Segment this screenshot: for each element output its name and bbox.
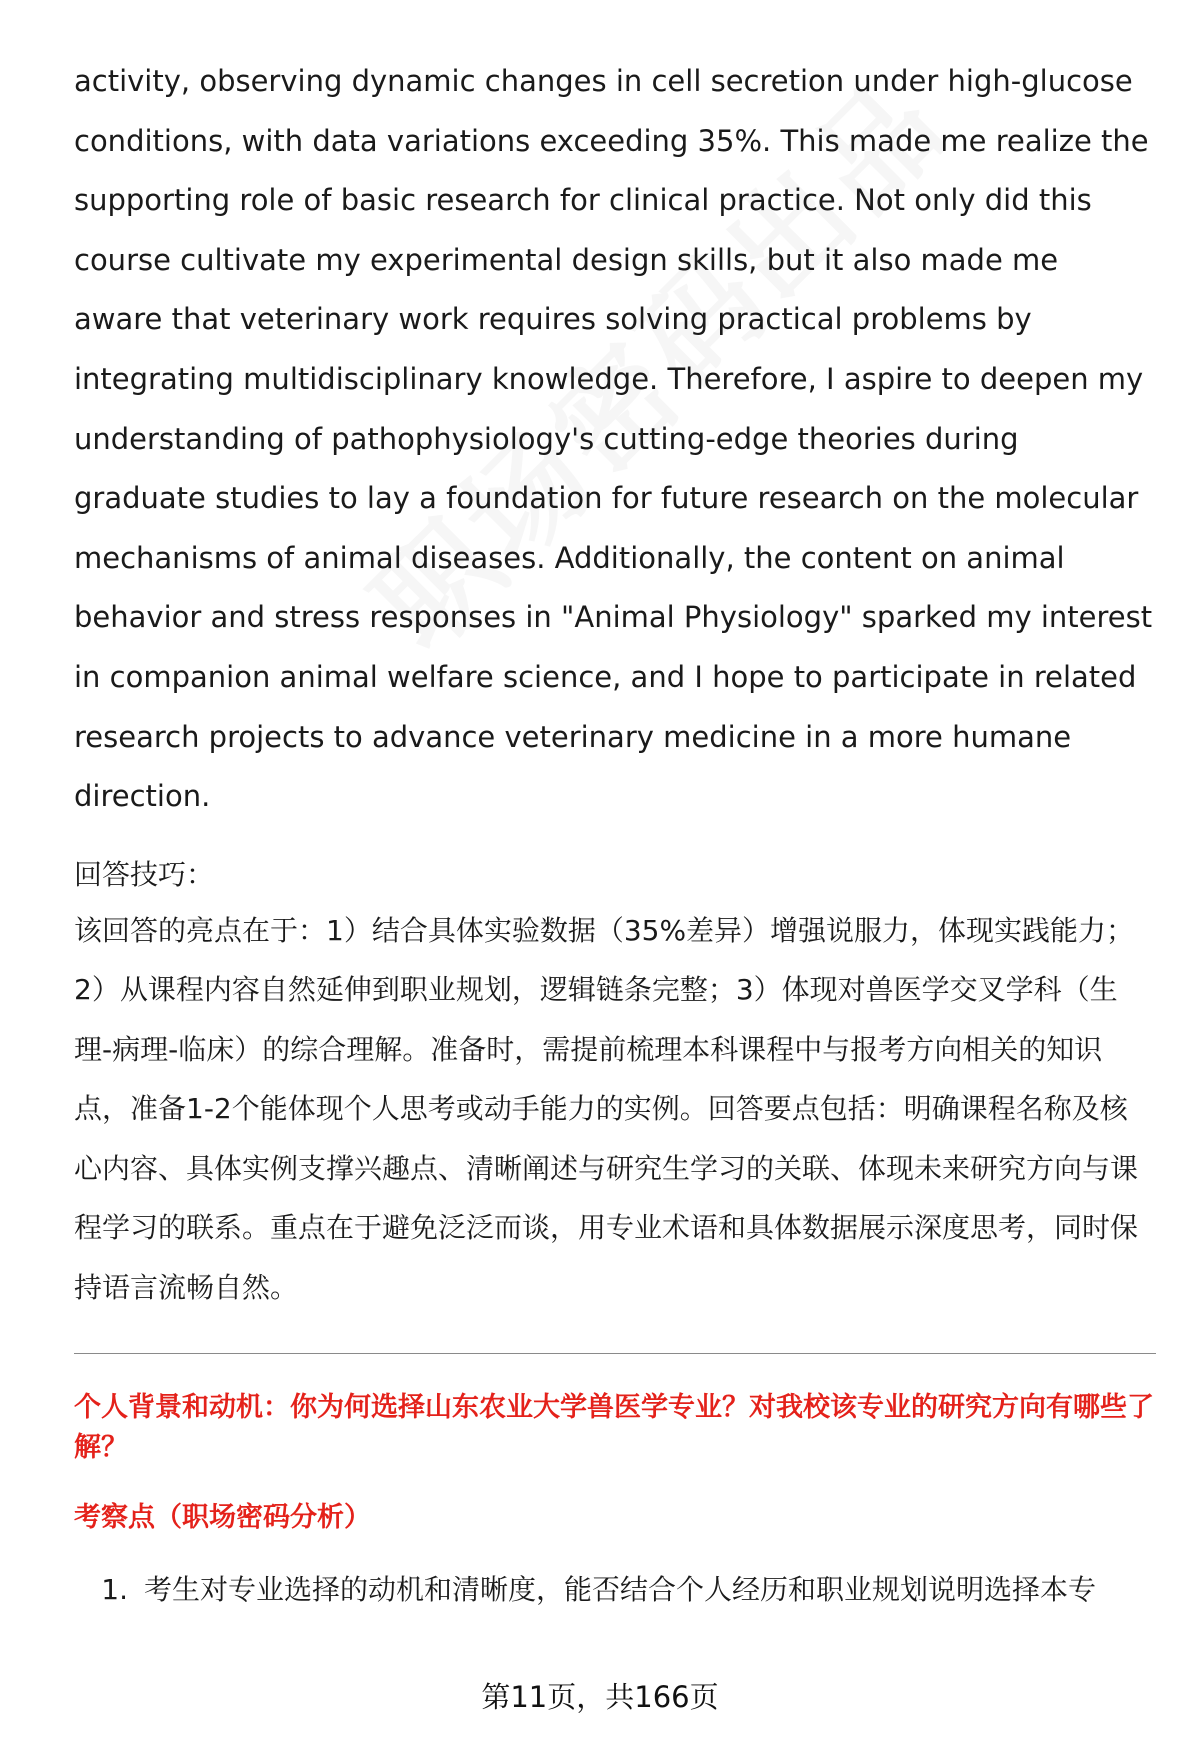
document-page xyxy=(74,52,1154,1610)
english-answer-paragraph: activity, observing dynamic changes in cell secretion under high-glucose conditions, with data variations exceeding 35%. This made me realize the supporting role of basic research for clinical practice. Not only did this course cultivate my experimental design skills, but it also made me aware that veterinary work requires solving practical problems by integrating multidisciplinary knowledge. Therefore, I aspire to deepen my understanding of pathophysiology's cutting-edge theories during graduate studies to lay a foundation for future research on the molecular mechanisms of animal diseases. Additionally, the content on animal behavior and stress responses in "Animal Physiology" sparked my interest in companion animal welfare science, and I hope to participate in related research projects to advance veterinary medicine in a more humane direction. xyxy=(74,64,1153,814)
list-item-number: 1. xyxy=(101,1573,128,1607)
section-divider xyxy=(74,1353,1156,1354)
list-item-text: 考生对专业选择的动机和清晰度，能否结合个人经历和职业规划说明选择本专 xyxy=(144,1573,1097,1607)
tips-heading: 回答技巧： xyxy=(74,857,215,891)
numbered-list xyxy=(74,1570,1154,1610)
tips-body: 该回答的亮点在于：1）结合具体实验数据（35%差异）增强说服力，体现实践能力；2）从课程内容自然延伸到职业规划，逻辑链条完整；3）体现对兽医学交叉学科（生理-病理-临床）的综合理解。准备时，需提前梳理本科课程中与报考方向相关的知识点，准备1-2个能体现个人思考或动手能力的实例。回答要点包括：明确课程名称及核心内容、具体实例支撑兴趣点、清晰阐述与研究生学习的关联、体现未来研究方向与课程学习的联系。重点在于避免泛泛而谈，用专业术语和具体数据展示深度思考，同时保持语言流畅自然。 xyxy=(74,913,1139,1304)
list-item xyxy=(74,1570,1154,1610)
section-title: 考察点（职场密码分析） xyxy=(74,1502,371,1534)
page-footer: 第11页，共166页 xyxy=(481,1680,719,1714)
question-heading: 个人背景和动机：你为何选择山东农业大学兽医学专业？对我校该专业的研究方向有哪些了解？ xyxy=(74,1392,1154,1464)
